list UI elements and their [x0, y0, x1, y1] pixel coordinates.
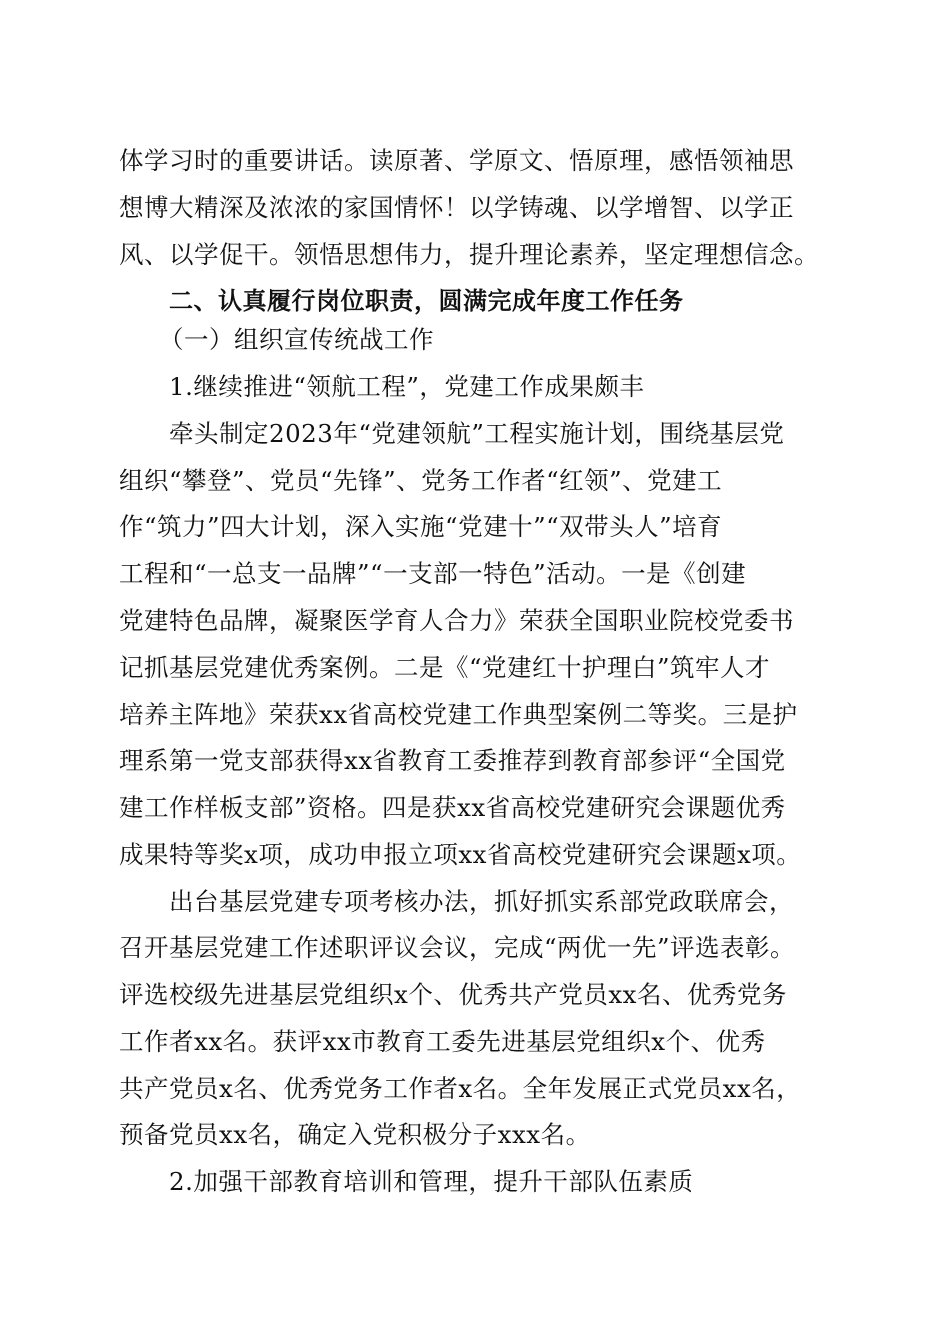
body-text-line: 建工作样板支部”资格。四是获xx省高校党建研究会课题优秀 — [119, 793, 786, 822]
body-text-line: 预备党员xx名，确定入党积极分子xxx名。 — [119, 1120, 591, 1149]
body-text-line: 共产党员x名、优秀党务工作者x名。全年发展正式党员xx名， — [119, 1074, 802, 1103]
body-text-line: 风、以学促干。领悟思想伟力，提升理论素养，坚定理想信念。 — [119, 240, 819, 269]
body-text-line: 记抓基层党建优秀案例。二是《“党建红十护理白”筑牢人才 — [119, 653, 771, 682]
body-text-line: 组织“攀登”、党员“先锋”、党务工作者“红领”、党建工 — [119, 466, 723, 495]
body-text-line: 召开基层党建工作述职评议会议，完成“两优一先”评选表彰。 — [119, 933, 796, 962]
body-text-line: 评选校级先进基层党组织x个、优秀共产党员xx名、优秀党务 — [119, 980, 787, 1009]
item-heading: 1.继续推进“领航工程”，党建工作成果颇丰 — [169, 372, 645, 401]
body-text-line: 牵头制定2023年“党建领航”工程实施计划，围绕基层党 — [169, 419, 785, 448]
body-text-line: 党建特色品牌，凝聚医学育人合力》荣获全国职业院校党委书 — [119, 606, 794, 635]
subsection-heading: （一）组织宣传统战工作 — [159, 325, 434, 354]
body-text-line: 体学习时的重要讲话。读原著、学原文、悟原理，感悟领袖思 — [119, 146, 794, 175]
body-text-line: 作“筑力”四大计划，深入实施“党建十”“双带头人”培育 — [119, 512, 723, 541]
body-text-line: 成果特等奖x项，成功申报立项xx省高校党建研究会课题x项。 — [119, 840, 802, 869]
body-text-line: 培养主阵地》荣获xx省高校党建工作典型案例二等奖。三是护 — [119, 700, 798, 729]
body-text-line: 工程和“一总支一品牌”“一支部一特色”活动。一是《创建 — [119, 559, 747, 588]
body-text-line: 理系第一党支部获得xx省教育工委推荐到教育部参评“全国党 — [119, 746, 786, 775]
section-heading: 二、认真履行岗位职责，圆满完成年度工作任务 — [169, 287, 684, 315]
body-text-line: 工作者xx名。获评xx市教育工委先进基层党组织x个、优秀 — [119, 1027, 766, 1056]
item-heading: 2.加强干部教育培训和管理，提升干部队伍素质 — [169, 1167, 694, 1196]
body-text-line: 出台基层党建专项考核办法，抓好抓实系部党政联席会， — [169, 887, 794, 916]
body-text-line: 想博大精深及浓浓的家国情怀！以学铸魂、以学增智、以学正 — [119, 193, 794, 222]
